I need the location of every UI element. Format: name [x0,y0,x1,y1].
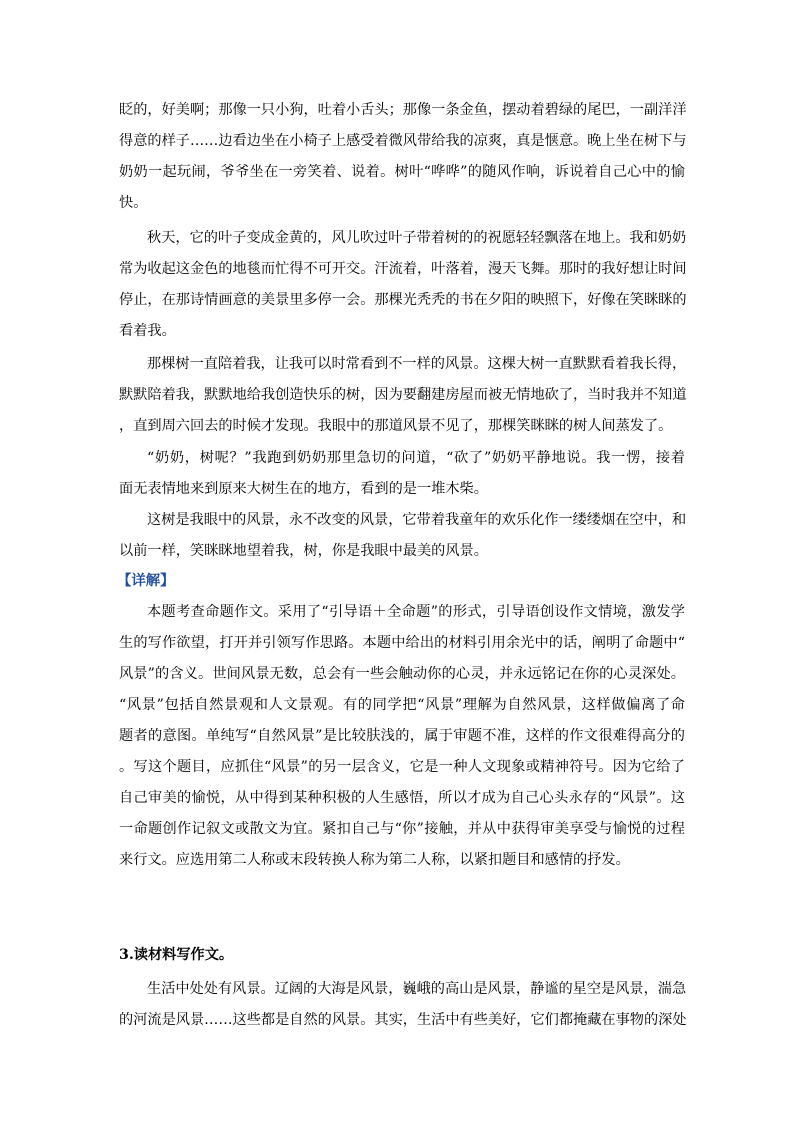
essay-p2-line-1: 秋天，它的叶子变成金黄的，风儿吹过叶子带着树的的祝愿轻轻飘落在地上。我和奶奶 [147,230,687,246]
essay-p2-line-4: 看着我。 [119,323,176,339]
essay-p3-line-2: 默默陪着我，默默地给我创造快乐的树，因为要翻建房屋而被无情地砍了，当时我并不知道 [119,387,687,403]
essay-p1-line-3: 奶奶一起玩闹，爷爷坐在一旁笑着、说着。树叶“哗哗”的随风作响，诉说着自己心中的愉 [119,164,685,180]
essay-p1-line-2: 得意的样子……边看边坐在小椅子上感受着微风带给我的凉爽，真是惬意。晚上坐在树下与 [119,133,687,149]
essay-p5-line-1: 这树是我眼中的风景，永不改变的风景，它带着我童年的欢乐化作一缕缕烟在空中，和 [147,512,687,528]
detail-line-9: 来行文。应选用第二人称或末段转换人称为第二人称，以紧扣题目和感情的抒发。 [119,852,630,868]
detail-line-6: 。写这个题目，应抓住“风景”的另一层含义，它是一种人文现象或精神符号。因为它给了 [119,759,685,775]
detail-line-1: 本题考查命题作文。采用了“引导语＋全命题”的形式，引导语创设作文情境，激发学 [147,604,685,620]
essay-p3-line-1: 那棵树一直陪着我，让我可以时常看到不一样的风景。这棵大树一直默默看着我长得， [147,356,687,372]
essay-p2-line-2: 常为收起这金色的地毯而忙得不可开交。汗流着，叶落着，漫天飞舞。那时的我好想让时间 [119,261,687,277]
question-3-line-1: 生活中处处有风景。辽阔的大海是风景，巍峨的高山是风景，静谧的星空是风景，湍急 [147,981,687,997]
essay-p3-line-3: ，直到周六回去的时候才发现。我眼中的那道风景不见了，那棵笑眯眯的树人间蒸发了。 [119,418,673,434]
essay-p2-line-3: 停止，在那诗情画意的美景里多停一会。那棵光秃秃的书在夕阳的映照下，好像在笑眯眯的 [119,292,687,308]
detail-line-4: “风景”包括自然景观和人文景观。有的同学把“风景”理解为自然风景，这样做偏离了命 [119,697,685,713]
detail-line-2: 生的写作欲望，打开并引领写作思路。本题中给出的材料引用余光中的话，阐明了命题中“ [119,635,685,651]
detail-heading: 【详解】 [117,572,175,589]
detail-line-7: 自己审美的愉悦，从中得到某种积极的人生感悟，所以才成为自己心头永存的“风景”。这 [119,790,685,806]
detail-line-3: 风景”的含义。世间风景无数，总会有一些会触动你的心灵，并永远铭记在你的心灵深处。 [119,666,685,682]
essay-p5-line-2: 以前一样，笑眯眯地望着我，树，你是我眼中最美的风景。 [119,543,488,559]
essay-p4-line-1: “奶奶，树呢？”我跑到奶奶那里急切的问道，“砍了”奶奶平静地说。我一愣，接着 [147,450,685,466]
essay-p1-line-4: 快。 [119,195,148,211]
detail-line-5: 题者的意图。单纯写“自然风景”是比较肤浅的，属于审题不准，这样的作文很难得高分的 [119,728,685,744]
question-3-title: 3.读材料写作文。 [119,947,234,963]
essay-p4-line-2: 面无表情地来到原来大树生在的地方，看到的是一堆木柴。 [119,481,488,497]
detail-line-8: 一命题创作记叙文或散文为宜。紧扣自己与“你”接触，并从中获得审美享受与愉悦的过程 [119,821,685,837]
question-3-line-2: 的河流是风景……这些都是自然的风景。其实，生活中有些美好，它们都掩藏在事物的深处 [119,1012,687,1028]
essay-p1-line-1: 眨的，好美啊；那像一只小狗，吐着小舌头；那像一条金鱼，摆动着碧绿的尾巴，一副洋洋 [119,102,687,118]
